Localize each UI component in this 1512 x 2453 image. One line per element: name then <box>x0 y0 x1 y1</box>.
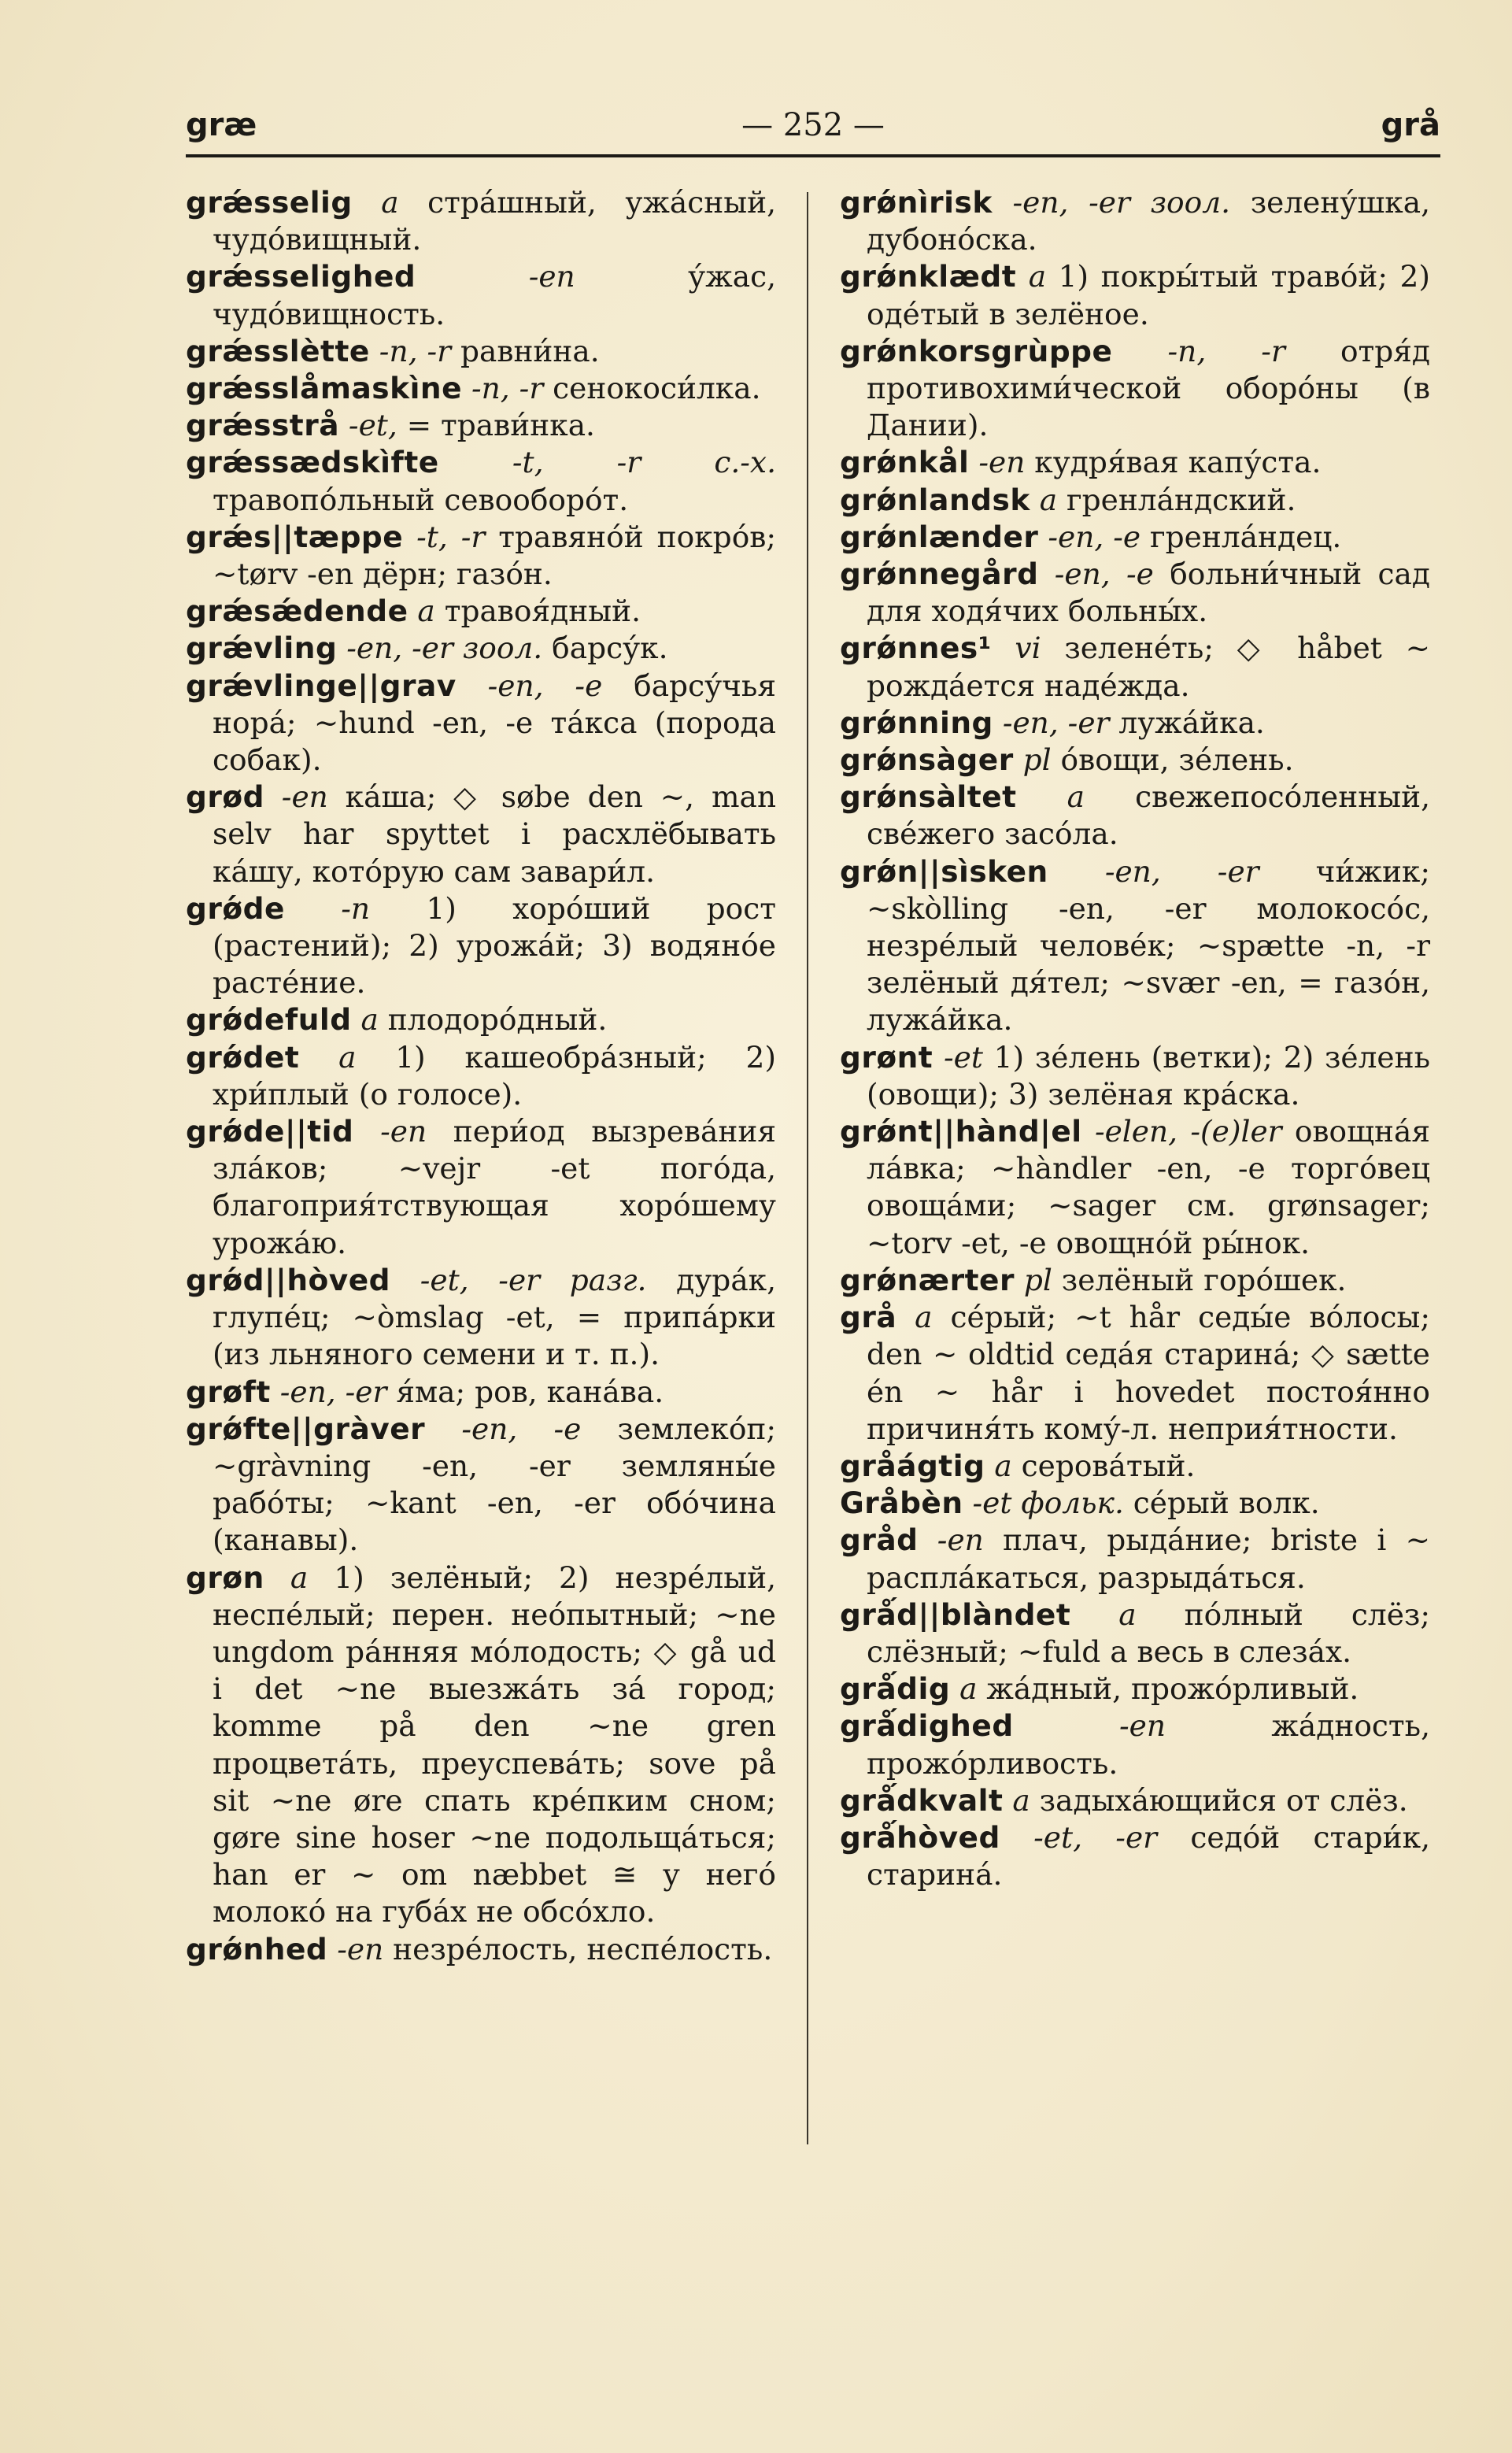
entry-definition: зелене́ть; ◇ håbet ~ рожда́ется наде́жда. <box>867 631 1430 703</box>
entry-grammar: -en <box>528 259 575 294</box>
entry-grammar: -elen, -(e)ler <box>1094 1114 1282 1149</box>
right-column <box>840 184 1430 1893</box>
entry-grammar: -en, -er зоол. <box>346 631 543 666</box>
entry-grammar: -en <box>281 779 328 815</box>
dictionary-entry <box>186 1262 776 1374</box>
dictionary-entry <box>840 853 1430 1039</box>
entry-definition: отря́д противохими́ческой оборо́ны (в Дании). <box>867 333 1431 443</box>
dictionary-entry <box>186 1931 776 1968</box>
entry-definition: равни́на. <box>460 333 600 368</box>
entry-grammar: vi <box>1015 631 1041 666</box>
entry-definition: жа́дность, прожо́рливость. <box>867 1708 1430 1781</box>
dictionary-entry <box>840 1522 1430 1596</box>
dictionary-entry <box>840 1262 1430 1299</box>
dictionary-entry <box>186 668 776 779</box>
entry-definition: задыха́ющийся от слёз. <box>1039 1782 1408 1818</box>
entry-grammar: -en, -er зоол. <box>1012 185 1230 220</box>
dictionary-entry <box>186 184 776 258</box>
entry-grammar: -en <box>978 445 1026 480</box>
entry-grammar: -en, -e <box>1048 519 1141 554</box>
entry-definition: гренла́ндский. <box>1066 482 1296 517</box>
entry-grammar: -et, = <box>348 408 432 443</box>
entry-headword: grǿde <box>186 890 285 926</box>
entry-headword: grǽsslètte <box>186 333 370 368</box>
entry-definition: сенокоси́лка. <box>553 371 761 406</box>
left-column <box>186 184 776 1968</box>
entry-definition: о́вощи, зе́лень. <box>1060 742 1294 778</box>
entry-headword: grǿfte||gràver <box>186 1411 426 1446</box>
entry-headword: grǿnt||hànd|el <box>840 1114 1082 1149</box>
page-number: — 252 — <box>741 107 885 143</box>
entry-grammar: -n, -r <box>471 371 544 406</box>
entry-grammar: -en <box>937 1522 984 1558</box>
entry-definition: травоя́дный. <box>444 594 641 629</box>
entry-definition: незре́лость, неспе́лость. <box>393 1931 773 1966</box>
entry-headword: Gråbèn <box>840 1485 963 1521</box>
entry-grammar: -en, -er <box>1104 853 1259 889</box>
entry-grammar: a <box>959 1671 978 1707</box>
entry-headword: grǿde||tid <box>186 1114 354 1149</box>
dictionary-entry <box>186 407 776 444</box>
entry-headword: grǿdefuld <box>186 1002 352 1038</box>
entry-headword: grǿd||hòved <box>186 1262 391 1297</box>
entry-headword: gråd <box>840 1522 919 1558</box>
dictionary-entry <box>840 1670 1430 1707</box>
dictionary-entry <box>840 779 1430 853</box>
dictionary-entry <box>186 779 776 890</box>
entry-headword: grǿnkål <box>840 445 970 480</box>
entry-grammar: -et, -er <box>1033 1819 1158 1855</box>
dictionary-entry <box>840 482 1430 519</box>
entry-grammar: -en, -er <box>279 1374 387 1409</box>
entry-definition: 1) кашеобра́зный; 2) хри́плый (о голосе). <box>213 1039 776 1112</box>
entry-definition: 1) хоро́ший рост (растений); 2) урожа́й; 3) водяно́е расте́ние. <box>213 890 776 1001</box>
entry-headword: grǿn||sìsken <box>840 853 1048 889</box>
entry-definition: у́жас, чудо́вищность. <box>213 259 776 331</box>
entry-definition: свежепосо́ленный, све́жего засо́ла. <box>867 779 1430 852</box>
entry-headword: grǿnkorsgrùppe <box>840 333 1113 368</box>
entry-headword: grǻdighed <box>840 1708 1014 1744</box>
dictionary-entry <box>186 593 776 630</box>
entry-grammar: a <box>1118 1596 1137 1632</box>
dictionary-entry <box>840 1039 1430 1113</box>
entry-grammar: -n, -r <box>379 333 452 368</box>
dictionary-entry <box>840 333 1430 445</box>
entry-definition: плодоро́дный. <box>387 1002 608 1038</box>
dictionary-entry <box>186 890 776 1002</box>
entry-grammar: a <box>1028 259 1047 294</box>
dictionary-entry <box>186 630 776 667</box>
entry-definition: дура́к, глупе́ц; ~òmslag -et, = припа́рки (из льняного семени и т. п.). <box>213 1262 777 1372</box>
column-divider <box>807 192 808 2144</box>
dictionary-entry <box>840 1448 1430 1485</box>
entry-headword: grǿnlænder <box>840 519 1039 554</box>
dictionary-entry <box>186 1001 776 1038</box>
entry-definition: жа́дный, прожо́рливый. <box>986 1671 1359 1707</box>
entry-headword: grǿnærter <box>840 1262 1015 1297</box>
entry-headword: grǿnsàltet <box>840 779 1017 815</box>
entry-grammar: -et <box>943 1039 983 1075</box>
entry-grammar: -et, -er разг. <box>420 1262 647 1297</box>
dictionary-entry <box>186 519 776 593</box>
entry-headword: grǿnnes¹ <box>840 631 992 666</box>
dictionary-entry <box>840 1782 1430 1819</box>
entry-definition: овощна́я ла́вка; ~hàndler -en, -e торго́вец овоща́ми; ~sager см. grønsager; ~torv -et, -e овощно́й ры́нок. <box>867 1114 1430 1260</box>
entry-grammar: -en <box>1119 1708 1166 1744</box>
dictionary-entry <box>840 1707 1430 1781</box>
entry-definition: стра́шный, ужа́сный, чудо́вищный. <box>213 185 777 257</box>
dictionary-entry <box>186 1039 776 1113</box>
entry-headword: grǽsstrå <box>186 408 339 443</box>
entry-headword: grǿnìrisk <box>840 185 993 220</box>
dictionary-entry <box>840 705 1430 742</box>
entry-definition: лужа́йка. <box>1118 705 1265 740</box>
entry-headword: grǿnnegård <box>840 557 1039 592</box>
page-header <box>186 107 1440 154</box>
entry-headword: grǻd||blàndet <box>840 1596 1071 1632</box>
entry-definition: ка́ша; ◇ søbe den ~, man selv har spyttet i расхлёбывать ка́шу, кото́рую сам завари́л. <box>213 779 777 889</box>
entry-headword: grǿnlandsk <box>840 482 1030 517</box>
entry-grammar: -en, -e <box>1054 557 1154 592</box>
entry-definition: барсу́к. <box>552 631 668 666</box>
entry-definition: трави́нка. <box>441 408 595 443</box>
entry-grammar: a <box>1067 779 1085 815</box>
dictionary-entry <box>840 556 1430 630</box>
dictionary-entry <box>840 742 1430 779</box>
entry-headword: grǿnning <box>840 705 993 740</box>
dictionary-entry <box>186 258 776 332</box>
entry-grammar: a <box>915 1300 933 1335</box>
entry-grammar: a <box>338 1039 357 1075</box>
dictionary-entry <box>840 1596 1430 1670</box>
dictionary-entry <box>840 258 1430 332</box>
entry-grammar: -en <box>337 1931 384 1966</box>
entry-headword: grǽsselighed <box>186 259 416 294</box>
entry-headword: grǿnsàger <box>840 742 1014 778</box>
entry-definition: по́лный слёз; слёзный; ~fuld a весь в слеза́х. <box>867 1596 1431 1669</box>
entry-headword: grønt <box>840 1039 933 1075</box>
entry-grammar: -n, -r <box>1167 333 1285 368</box>
entry-headword: grød <box>186 779 264 815</box>
entry-definition: травяно́й покро́в; ~tørv -en дёрн; газо́н. <box>213 519 777 592</box>
entry-headword: grøn <box>186 1559 264 1595</box>
entry-headword: grǻdkvalt <box>840 1782 1004 1818</box>
entry-definition: гренла́ндец. <box>1149 519 1342 554</box>
dictionary-entry <box>186 1411 776 1559</box>
entry-definition: пери́од вызрева́ния зла́ков; ~vejr -et пого́да, благоприя́тствующая хоро́шему урожа́ю. <box>213 1114 777 1260</box>
entry-definition: зелену́шка, дубоно́ска. <box>867 185 1430 257</box>
dictionary-entry <box>840 519 1430 556</box>
dictionary-entry <box>186 333 776 370</box>
entry-headword: gråágtig <box>840 1448 985 1483</box>
dictionary-entry <box>840 630 1430 704</box>
entry-grammar: a <box>417 594 435 629</box>
entry-definition: травопо́льный севооборо́т. <box>213 482 629 517</box>
entry-grammar: a <box>1039 482 1058 517</box>
entry-definition: зелёный горо́шек. <box>1061 1262 1347 1297</box>
entry-headword: grǽs||tæppe <box>186 519 404 554</box>
entry-definition: плач, рыда́ние; briste i ~ распла́каться, разрыда́ться. <box>867 1522 1431 1595</box>
dictionary-entry <box>840 1113 1430 1262</box>
entry-definition: я́ма; ров, кана́ва. <box>396 1374 664 1409</box>
entry-definition: барсу́чья нора́; ~hund -en, -e та́кса (порода собак). <box>213 668 776 778</box>
entry-grammar: -t, -r с.-х. <box>512 445 776 480</box>
dictionary-entry <box>840 1819 1430 1893</box>
dictionary-entry <box>840 1299 1430 1448</box>
entry-definition: 1) покры́тый траво́й; 2) оде́тый в зелёное. <box>867 259 1431 331</box>
entry-definition: чи́жик; ~skòlling -en, -er молокосо́с, незре́лый челове́к; ~spætte -n, -r зелёный дя́тел; ~svær -en, = газо́н, лужа́йка. <box>867 853 1431 1038</box>
entry-definition: больни́чный сад для ходя́чих больны́х. <box>867 557 1430 629</box>
entry-grammar: pl <box>1023 1262 1052 1297</box>
entry-headword: grå <box>840 1300 897 1335</box>
header-guide-word-right: grå <box>1381 107 1440 143</box>
entry-headword: grǻhòved <box>840 1819 1000 1855</box>
entry-headword: grǽssædskìfte <box>186 445 439 480</box>
entry-grammar: a <box>994 1448 1012 1483</box>
entry-headword: grǻdig <box>840 1671 951 1707</box>
dictionary-entry <box>186 1374 776 1411</box>
entry-headword: grǿnklædt <box>840 259 1017 294</box>
dictionary-entry <box>186 1559 776 1931</box>
entry-definition: се́рый волк. <box>1133 1485 1320 1521</box>
entry-definition: седо́й стари́к, старина́. <box>867 1819 1431 1892</box>
entry-headword: grǽsslåmaskìne <box>186 371 463 406</box>
entry-grammar: a <box>360 1002 379 1038</box>
entry-headword: grøft <box>186 1374 271 1409</box>
entry-grammar: a <box>1012 1782 1030 1818</box>
entry-headword: grǿnhed <box>186 1931 328 1966</box>
entry-grammar: -en, -e <box>487 668 603 703</box>
dictionary-entry <box>840 444 1430 481</box>
entry-grammar: a <box>381 185 399 220</box>
entry-definition: серова́тый. <box>1021 1448 1196 1483</box>
entry-grammar: pl <box>1022 742 1052 778</box>
entry-grammar: a <box>290 1559 309 1595</box>
entry-headword: grǽsǽdende <box>186 594 408 629</box>
entry-definition: 1) зелёный; 2) незре́лый, неспе́лый; перен. нео́пытный; ~ne ungdom ра́нняя мо́лодость; ◇ gå ud i det ~ne выезжа́ть за́ город; komme på den ~ne gren процвета́ть, преуспева́ть; sove på sit ~ne øre спать кре́пким сном; gøre sine hoser ~ne подольща́ться; han er ~ om næbbet ≅ у него́ молоко́ на губа́х не обсо́хло. <box>213 1559 776 1929</box>
entry-definition: землеко́п; ~gràvning -en, -er земляны́е рабо́ты; ~kant -en, -er обо́чина (канавы). <box>213 1411 777 1558</box>
dictionary-entry <box>186 1113 776 1262</box>
entry-grammar: -n <box>341 890 371 926</box>
header-rule <box>186 154 1440 157</box>
entry-headword: grǽsselig <box>186 185 353 220</box>
entry-headword: grǿdet <box>186 1039 300 1075</box>
entry-definition: се́рый; ~t hår седы́е во́лосы; den ~ oldtid седа́я старина́; ◇ sætte én ~ hår i hovedet постоя́нно причиня́ть кому́-л. неприя́тности. <box>867 1300 1430 1446</box>
entry-headword: grǽvling <box>186 631 338 666</box>
entry-grammar: -et фольк. <box>972 1485 1124 1521</box>
entry-grammar: -en, -er <box>1002 705 1110 740</box>
entry-grammar: -en, -e <box>461 1411 582 1446</box>
header-guide-word-left: græ <box>186 107 257 143</box>
dictionary-entry <box>840 184 1430 258</box>
entry-definition: кудря́вая капу́ста. <box>1034 445 1322 480</box>
entry-grammar: -t, -r <box>416 519 486 554</box>
entry-headword: grǽvlinge||grav <box>186 668 457 703</box>
entry-grammar: -en <box>380 1114 427 1149</box>
dictionary-entry <box>186 444 776 518</box>
dictionary-entry <box>186 370 776 407</box>
entry-definition: 1) зе́лень (ветки); 2) зе́лень (овощи); 3) зелёная кра́ска. <box>867 1039 1431 1112</box>
dictionary-entry <box>840 1485 1430 1522</box>
